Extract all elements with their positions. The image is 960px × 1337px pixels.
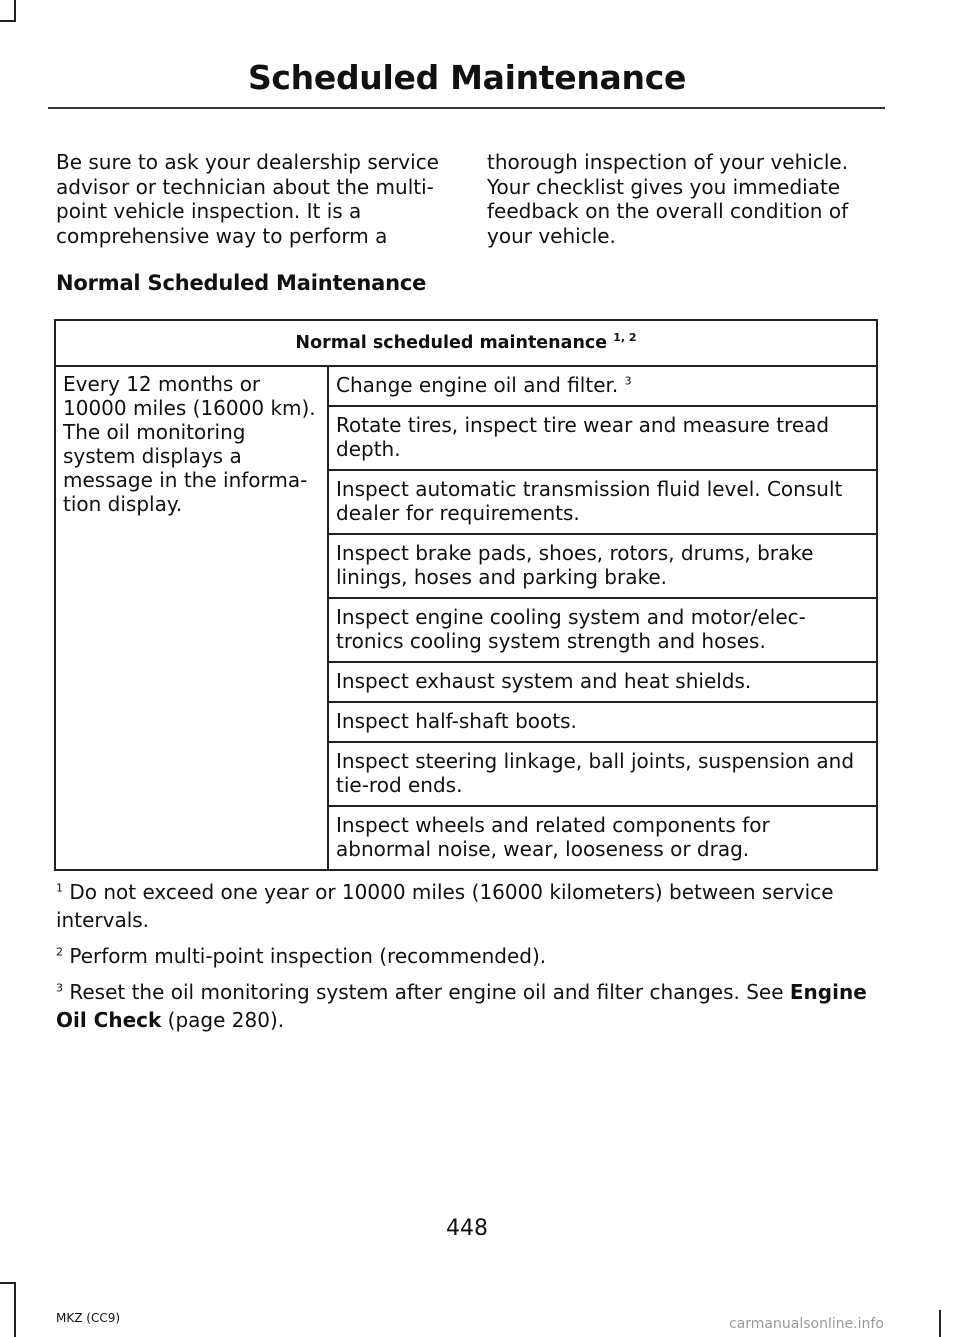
footnote-number: 3 <box>56 981 63 995</box>
footnote-text: Reset the oil monitoring system after engine oil and filter changes. See <box>69 980 784 1004</box>
footnote-2 <box>56 942 886 970</box>
task-cell: Inspect automatic transmission fluid level. Consult dealer for requirements. <box>328 470 877 534</box>
page-reference: (page 280). <box>167 1008 285 1032</box>
watermark: carmanualsonline.info <box>729 1316 884 1332</box>
intro-paragraph-right: thorough inspection of your vehicle. Your checklist gives you immediate feedback on the overall condition of your vehicle. <box>487 150 849 248</box>
crop-mark-bottom-left-horizontal <box>0 1282 16 1284</box>
page-number: 448 <box>446 1216 488 1241</box>
intro-paragraph-left: Be sure to ask your dealership service advisor or technician about the multi-point vehicle inspection. It is a comprehensive way to perform a <box>56 150 439 248</box>
task-cell: Inspect half-shaft boots. <box>328 702 877 742</box>
maintenance-table <box>54 319 878 871</box>
page-title: Scheduled Maintenance <box>247 58 687 97</box>
footnote-text: Perform multi-point inspection (recommended). <box>69 944 547 968</box>
footnote-number: 1 <box>56 881 63 895</box>
crop-mark-bottom-right-vertical <box>939 1310 941 1337</box>
crop-mark-top-left-horizontal <box>0 20 16 22</box>
model-code: MKZ (CC9) <box>56 1311 121 1325</box>
task-cell <box>328 366 877 406</box>
footnote-1 <box>56 878 886 934</box>
interval-cell: Every 12 months or 10000 miles (16000 km). The oil monitoring system displays a message in the informa-tion display. <box>55 366 328 870</box>
task-cell: Rotate tires, inspect tire wear and measure tread depth. <box>328 406 877 470</box>
footnote-text: Do not exceed one year or 10000 miles (16000 kilometers) between service intervals. <box>56 880 834 932</box>
footnote-number: 2 <box>56 945 63 959</box>
cross-reference-link[interactable]: Engine Oil Check <box>56 980 867 1032</box>
table-row <box>55 366 877 406</box>
table-caption-text: Normal scheduled maintenance <box>295 333 608 353</box>
section-heading: Normal Scheduled Maintenance <box>56 271 427 295</box>
task-cell: Inspect steering linkage, ball joints, suspension and tie-rod ends. <box>328 742 877 806</box>
table-header-row <box>55 320 877 366</box>
header-divider <box>48 107 885 109</box>
footnote-3 <box>56 978 886 1034</box>
table-caption <box>55 320 877 366</box>
task-footnote-ref: 3 <box>624 374 632 388</box>
task-cell: Inspect wheels and related components for abnormal noise, wear, looseness or drag. <box>328 806 877 870</box>
footnotes <box>56 878 886 1042</box>
task-cell: Inspect exhaust system and heat shields. <box>328 662 877 702</box>
crop-mark-top-left-vertical <box>14 0 16 20</box>
task-text: Change engine oil and filter. <box>336 373 619 397</box>
table-caption-footnote-ref: 1, 2 <box>613 331 637 345</box>
crop-mark-bottom-left-vertical <box>14 1282 16 1337</box>
task-cell: Inspect engine cooling system and motor/elec-tronics cooling system strength and hoses. <box>328 598 877 662</box>
task-cell: Inspect brake pads, shoes, rotors, drums, brake linings, hoses and parking brake. <box>328 534 877 598</box>
